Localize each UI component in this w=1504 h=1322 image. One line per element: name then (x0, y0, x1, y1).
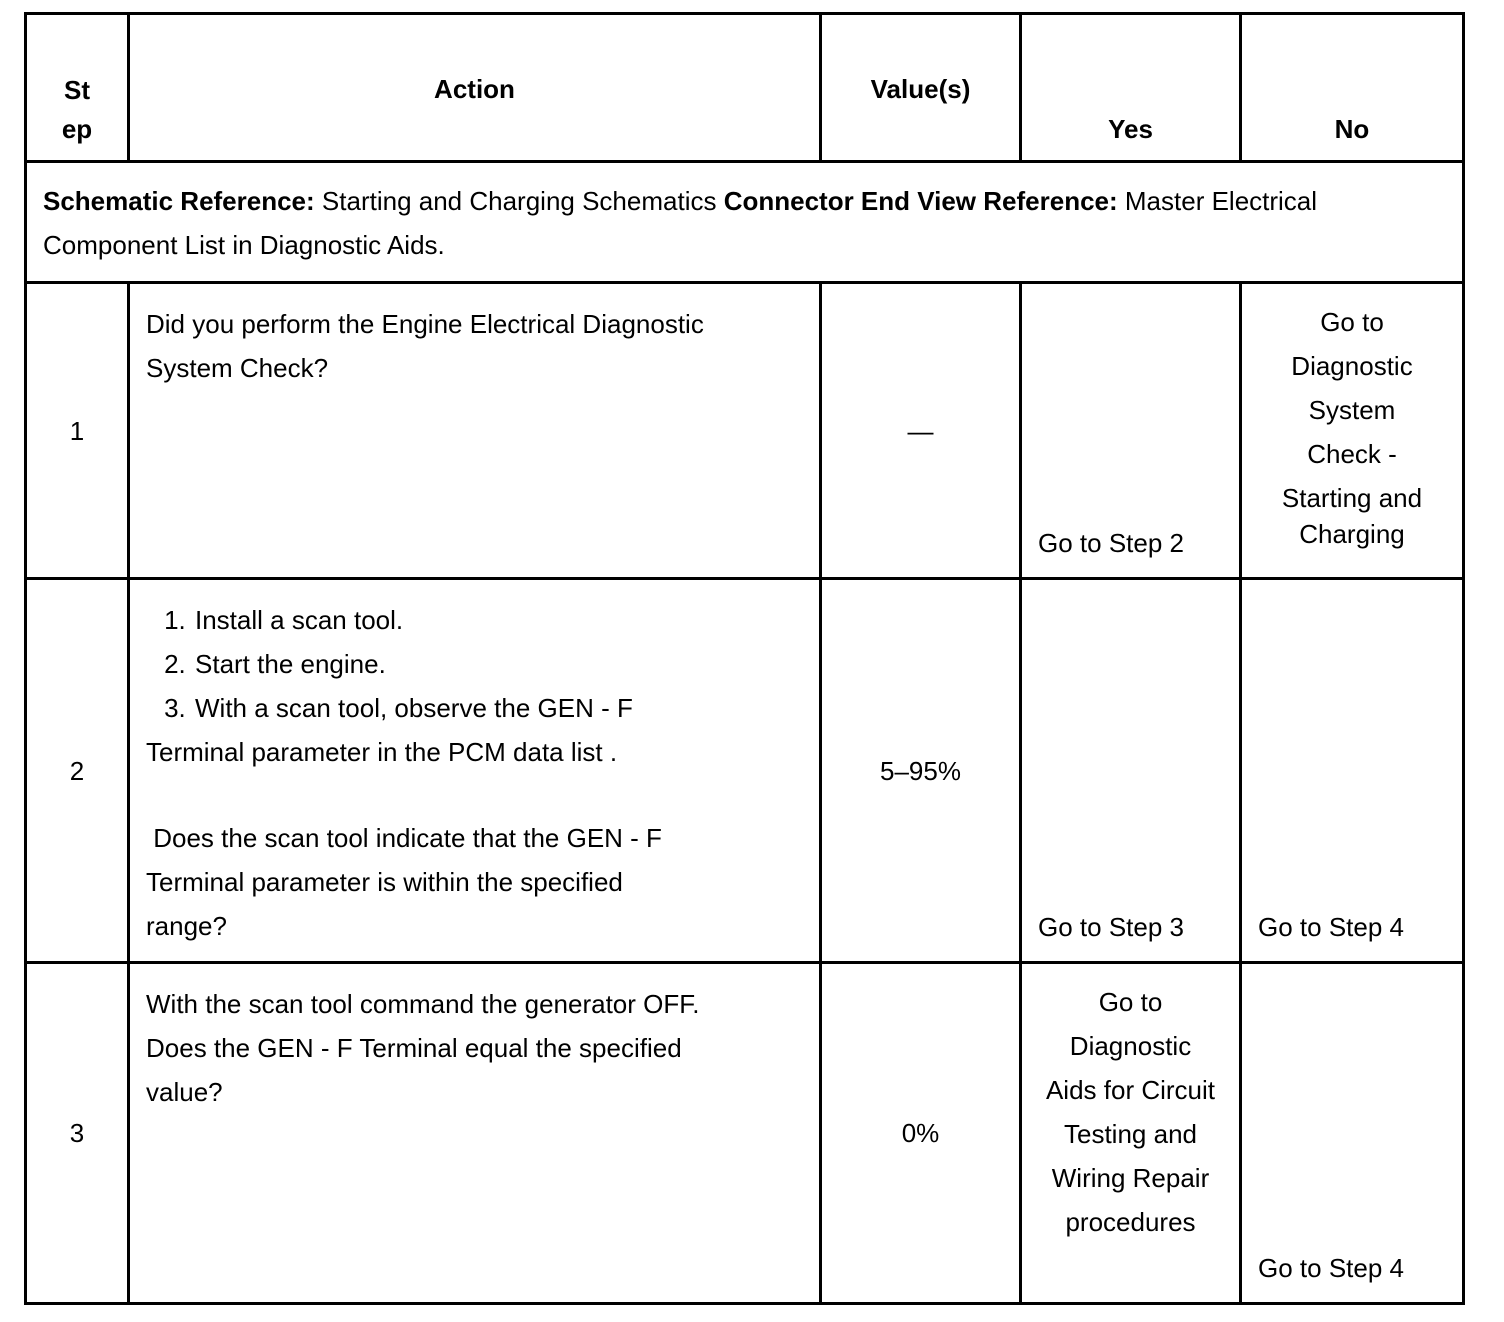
no-cell: Go to Step 4 (1241, 963, 1464, 1304)
action-text: Did you perform the Engine Electrical Diagnostic (146, 309, 704, 339)
action-steps-list (146, 598, 803, 730)
spacer (146, 774, 803, 816)
schematic-reference-text: Starting and Charging Schematics (321, 186, 717, 216)
yes-text: procedures (1065, 1207, 1196, 1237)
action-cell (129, 579, 821, 963)
reference-row (26, 162, 1464, 283)
yes-text: Go to (1098, 987, 1163, 1017)
no-text: System (1308, 395, 1396, 425)
value-cell: — (821, 283, 1021, 579)
diagnostic-table (24, 12, 1465, 1305)
connector-reference-label: Connector End View Reference: (723, 186, 1118, 216)
yes-cell (1021, 963, 1241, 1304)
header-yes: Yes (1021, 14, 1241, 162)
no-text: Check - (1307, 439, 1397, 469)
list-item: 2. Start the engine. (193, 642, 803, 686)
header-row (26, 14, 1464, 162)
no-cell: Go to Step 4 (1241, 579, 1464, 963)
no-text: Go to (1320, 307, 1384, 337)
action-cell (129, 283, 821, 579)
step-number: 2 (26, 579, 129, 963)
yes-text: Diagnostic (1069, 1031, 1192, 1061)
action-text: Does the GEN - F Terminal equal the specified (146, 1033, 682, 1063)
header-step (26, 14, 129, 162)
no-text: Diagnostic (1291, 351, 1413, 381)
yes-cell: Go to Step 2 (1021, 283, 1241, 579)
action-text: value? (146, 1077, 223, 1107)
action-cell (129, 963, 821, 1304)
table-row (26, 579, 1464, 963)
header-step-line2: ep (61, 114, 93, 144)
list-item: 3. With a scan tool, observe the GEN - F (193, 686, 803, 730)
yes-text: Aids for Circuit (1045, 1075, 1216, 1105)
header-values: Value(s) (821, 14, 1021, 162)
header-no: No (1241, 14, 1464, 162)
action-text: Terminal parameter in the PCM data list . (146, 737, 618, 767)
no-text: Charging (1299, 519, 1405, 549)
connector-reference-text: Master Electrical Component List in Diagnostic Aids. (43, 186, 1318, 260)
header-action: Action (129, 14, 821, 162)
table-row (26, 963, 1464, 1304)
diagnostic-table-container (24, 12, 1465, 1305)
schematic-reference-label: Schematic Reference: (43, 186, 315, 216)
question-text: Terminal parameter is within the specified (146, 867, 623, 897)
yes-text: Testing and (1064, 1119, 1197, 1149)
list-item: 1. Install a scan tool. (193, 598, 803, 642)
reference-cell (26, 162, 1464, 283)
no-cell (1241, 283, 1464, 579)
question-text: Does the scan tool indicate that the GEN - F (146, 823, 662, 853)
step-number: 3 (26, 963, 129, 1304)
table-row (26, 283, 1464, 579)
yes-cell: Go to Step 3 (1021, 579, 1241, 963)
value-cell: 0% (821, 963, 1021, 1304)
question-text: range? (146, 911, 227, 941)
step-number: 1 (26, 283, 129, 579)
value-cell: 5–95% (821, 579, 1021, 963)
action-text: With the scan tool command the generator OFF. (146, 989, 700, 1019)
header-step-line1: St (64, 75, 90, 105)
yes-text: Wiring Repair (1051, 1163, 1210, 1193)
no-text: Starting and (1281, 483, 1423, 513)
action-text: System Check? (146, 353, 329, 383)
